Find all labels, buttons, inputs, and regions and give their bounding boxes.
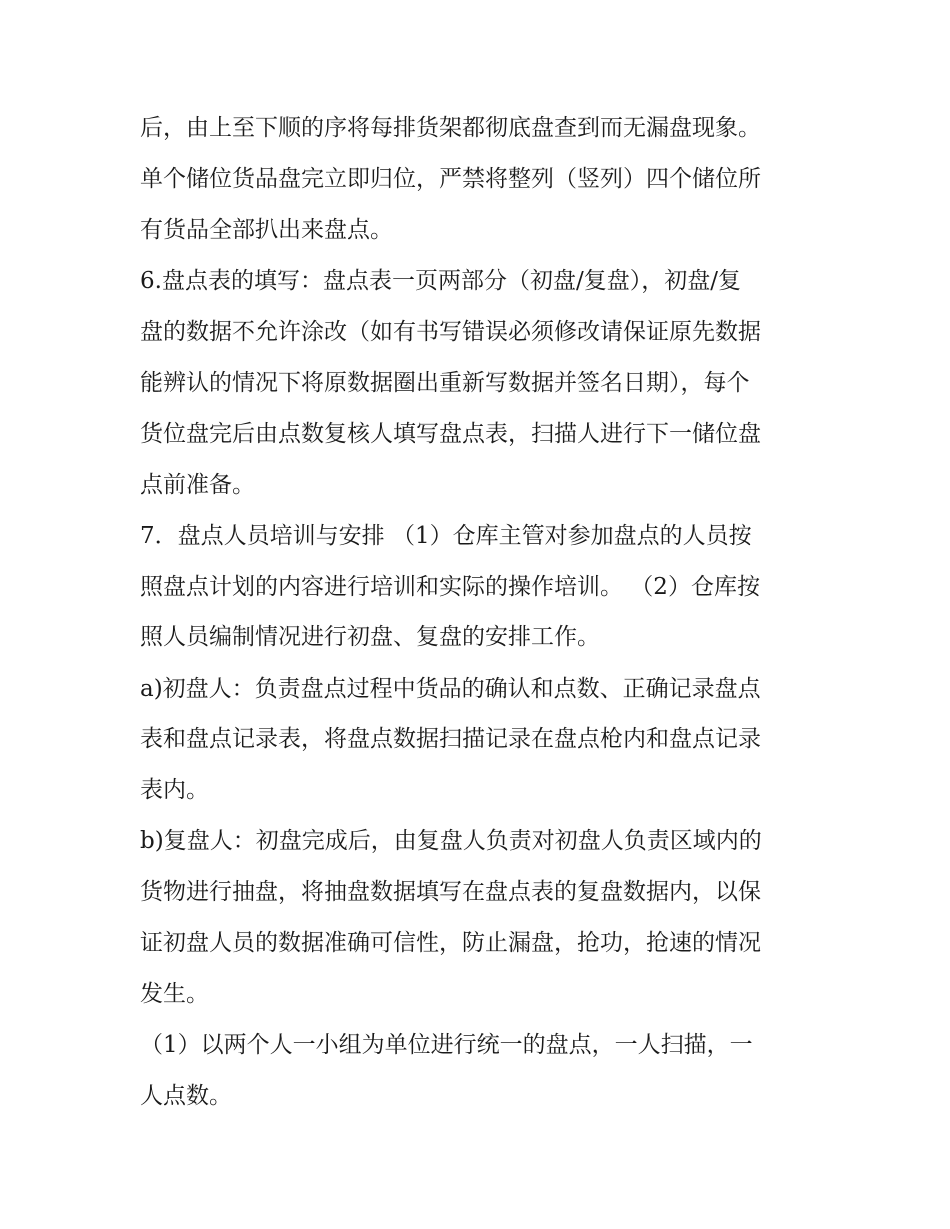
text-line: 盘的数据不允许涂改（如有书写错误必须修改请保证原先数据	[140, 319, 761, 345]
text-line: 后，由上至下顺的序将每排货架都彻底盘查到而无漏盘现象。	[140, 115, 761, 141]
text-line: 发生。	[140, 981, 209, 1007]
text-line: 货物进行抽盘，将抽盘数据填写在盘点表的复盘数据内，以保	[140, 879, 761, 905]
text-line: 证初盘人员的数据准确可信性，防止漏盘，抢功，抢速的情况	[140, 930, 761, 956]
text-line: 人点数。	[140, 1083, 232, 1109]
text-line: 表和盘点记录表，将盘点数据扫描记录在盘点枪内和盘点记录	[140, 726, 761, 752]
text-line: 照盘点计划的内容进行培训和实际的操作培训。 （2）仓库按	[140, 574, 760, 600]
text-line: 6.盘点表的填写：盘点表一页两部分（初盘/复盘），初盘/复	[140, 268, 741, 294]
text-line: b)复盘人：初盘完成后，由复盘人负责对初盘人负责区域内的	[140, 828, 762, 854]
text-line: 照人员编制情况进行初盘、复盘的安排工作。	[140, 624, 600, 650]
text-line: 表内。	[140, 777, 209, 803]
text-line: 货位盘完后由点数复核人填写盘点表，扫描人进行下一储位盘	[140, 421, 761, 447]
text-line: a)初盘人：负责盘点过程中货品的确认和点数、正确记录盘点	[140, 676, 761, 702]
text-line: 能辨认的情况下将原数据圈出重新写数据并签名日期），每个	[140, 370, 750, 396]
text-line: 单个储位货品盘完立即归位，严禁将整列（竖列）四个储位所	[140, 166, 761, 192]
text-line: （1）以两个人一小组为单位进行统一的盘点，一人扫描，一	[140, 1032, 753, 1058]
text-line: 点前准备。	[140, 472, 255, 498]
text-line: 7．盘点人员培训与安排 （1）仓库主管对参加盘点的人员按	[140, 523, 752, 549]
text-line: 有货品全部扒出来盘点。	[140, 217, 393, 243]
